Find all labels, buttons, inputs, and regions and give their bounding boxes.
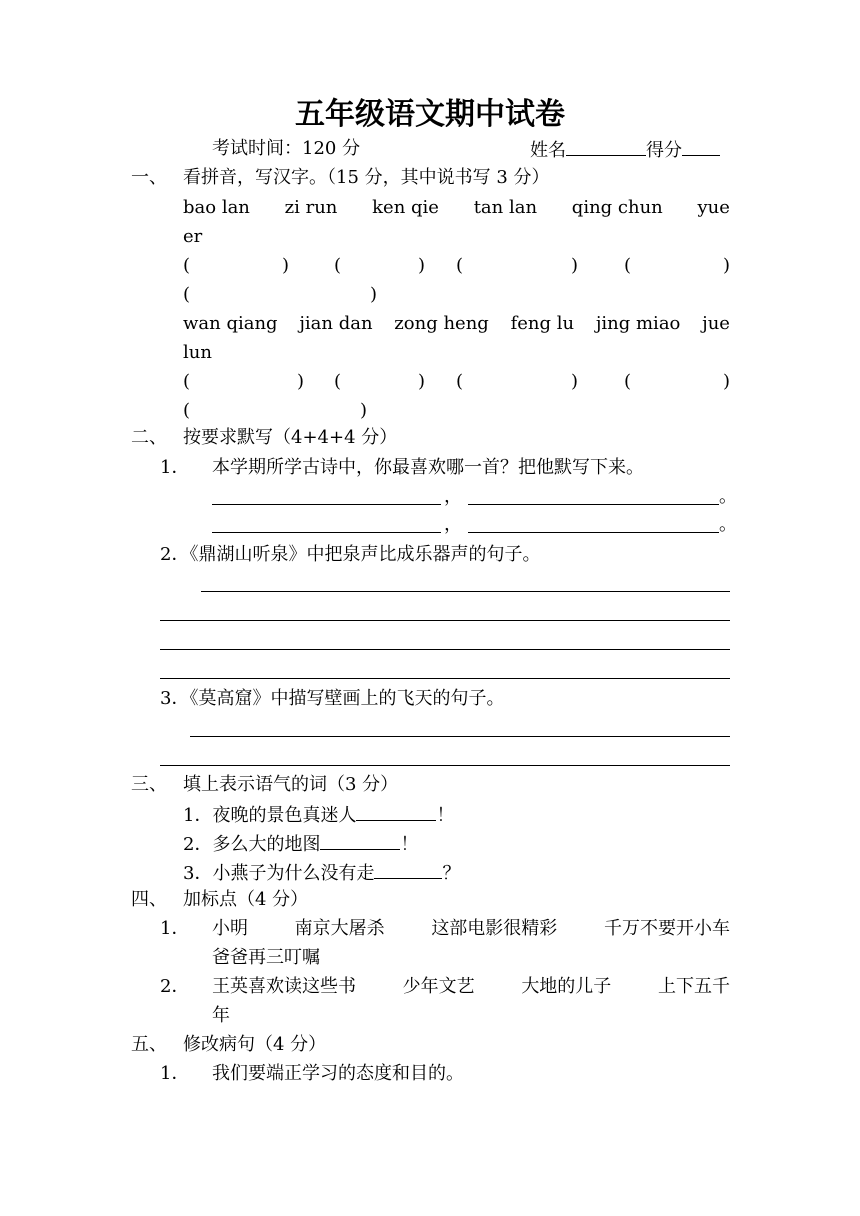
answer-line[interactable] [212, 504, 441, 505]
answer-paren-open[interactable]: ( [334, 255, 342, 276]
fill-blank[interactable] [374, 862, 442, 879]
pinyin: zong heng [394, 313, 489, 334]
answer-line[interactable] [468, 532, 719, 533]
section-3-number: 三、 [131, 774, 167, 795]
section-2-heading: 按要求默写（4+4+4 分） [183, 427, 398, 448]
question-number: 1． [160, 457, 190, 478]
pinyin-wrap: er [183, 226, 203, 247]
answer-paren-close: ) [418, 371, 426, 392]
answer-line[interactable] [468, 504, 719, 505]
pinyin: jing miao [595, 313, 681, 334]
punctuation-wrap: 年 [212, 1005, 230, 1026]
answer-paren-open[interactable]: ( [624, 371, 632, 392]
pinyin: ken qie [372, 197, 439, 218]
answer-paren-close: ) [571, 255, 579, 276]
score-label: 得分 [646, 140, 682, 161]
question-number: 1． [160, 918, 190, 939]
section-3-heading: 填上表示语气的词（3 分） [183, 774, 399, 795]
punctuation-items: 王英喜欢读这些书 少年文艺 大地的儿子 上下五千 [212, 976, 730, 997]
fill-question: 3．小燕子为什么没有走 ？ [183, 863, 461, 884]
question-text: 2．《鼎湖山听泉》中把泉声比成乐器声的句子。 [160, 544, 541, 565]
answer-paren-close: ) [360, 400, 368, 421]
fill-question: 1．夜晚的景色真迷人 ！ [183, 805, 455, 826]
section-2-number: 二、 [131, 427, 167, 448]
answer-line[interactable] [160, 678, 730, 679]
score-blank[interactable] [682, 139, 720, 156]
name-blank[interactable] [566, 139, 646, 156]
comma: ， [444, 514, 462, 535]
section-1-heading: 看拼音，写汉字。（15 分，其中说书写 3 分） [183, 167, 550, 188]
pinyin: tan lan [473, 197, 538, 218]
answer-line[interactable] [190, 736, 730, 737]
exam-time: 考试时间：120 分 [212, 138, 361, 159]
answer-paren-open[interactable]: ( [624, 255, 632, 276]
answer-paren-open[interactable]: ( [183, 255, 191, 276]
answer-paren-open[interactable]: ( [456, 255, 464, 276]
section-1-number: 一、 [131, 167, 167, 188]
question-text: 我们要端正学习的态度和目的。 [212, 1063, 464, 1084]
question-number: 2． [160, 976, 190, 997]
answer-paren-close: ) [418, 255, 426, 276]
punctuation-wrap: 爸爸再三叮嘱 [212, 947, 320, 968]
answer-paren-open[interactable]: ( [183, 284, 191, 305]
answer-paren-open[interactable]: ( [456, 371, 464, 392]
question-text: 本学期所学古诗中，你最喜欢哪一首？把他默写下来。 [212, 457, 644, 478]
period: 。 [719, 486, 737, 507]
answer-line[interactable] [160, 765, 730, 766]
pinyin: jue [702, 313, 730, 334]
name-label: 姓名 [530, 140, 566, 161]
section-4-number: 四、 [131, 889, 167, 910]
pinyin: wan qiang [183, 313, 278, 334]
answer-paren-close: ) [282, 255, 290, 276]
period: 。 [719, 514, 737, 535]
answer-paren-close: ) [297, 371, 305, 392]
pinyin: bao lan [183, 197, 250, 218]
pinyin-wrap: lun [183, 342, 212, 363]
fill-blank[interactable] [356, 804, 436, 821]
answer-paren-close: ) [571, 371, 579, 392]
fill-question: 2．多么大的地图 ！ [183, 834, 419, 855]
question-number: 1． [160, 1063, 190, 1084]
section-4-heading: 加标点（4 分） [183, 889, 309, 910]
answer-line[interactable] [201, 591, 730, 592]
punctuation-items: 小明 南京大屠杀 这部电影很精彩 千万不要开小车 [212, 918, 730, 939]
pinyin: jian dan [299, 313, 373, 334]
page-title: 五年级语文期中试卷 [295, 97, 565, 132]
answer-paren-open[interactable]: ( [183, 371, 191, 392]
answer-line[interactable] [160, 649, 730, 650]
answer-paren-open[interactable]: ( [183, 400, 191, 421]
pinyin: yue [697, 197, 730, 218]
answer-paren-close: ) [723, 255, 731, 276]
name-score-line [530, 139, 720, 161]
pinyin-row-1 [183, 198, 730, 218]
answer-line[interactable] [160, 620, 730, 621]
section-5-heading: 修改病句（4 分） [183, 1034, 327, 1055]
answer-paren-open[interactable]: ( [334, 371, 342, 392]
answer-line[interactable] [212, 532, 441, 533]
pinyin: feng lu [510, 313, 575, 334]
fill-blank[interactable] [320, 833, 400, 850]
pinyin: qing chun [571, 197, 663, 218]
answer-paren-close: ) [370, 284, 378, 305]
section-5-number: 五、 [131, 1034, 167, 1055]
comma: ， [444, 486, 462, 507]
pinyin-row-2 [183, 314, 730, 334]
answer-paren-close: ) [723, 371, 731, 392]
question-text: 3．《莫高窟》中描写壁画上的飞天的句子。 [160, 688, 505, 709]
pinyin: zi run [284, 197, 338, 218]
